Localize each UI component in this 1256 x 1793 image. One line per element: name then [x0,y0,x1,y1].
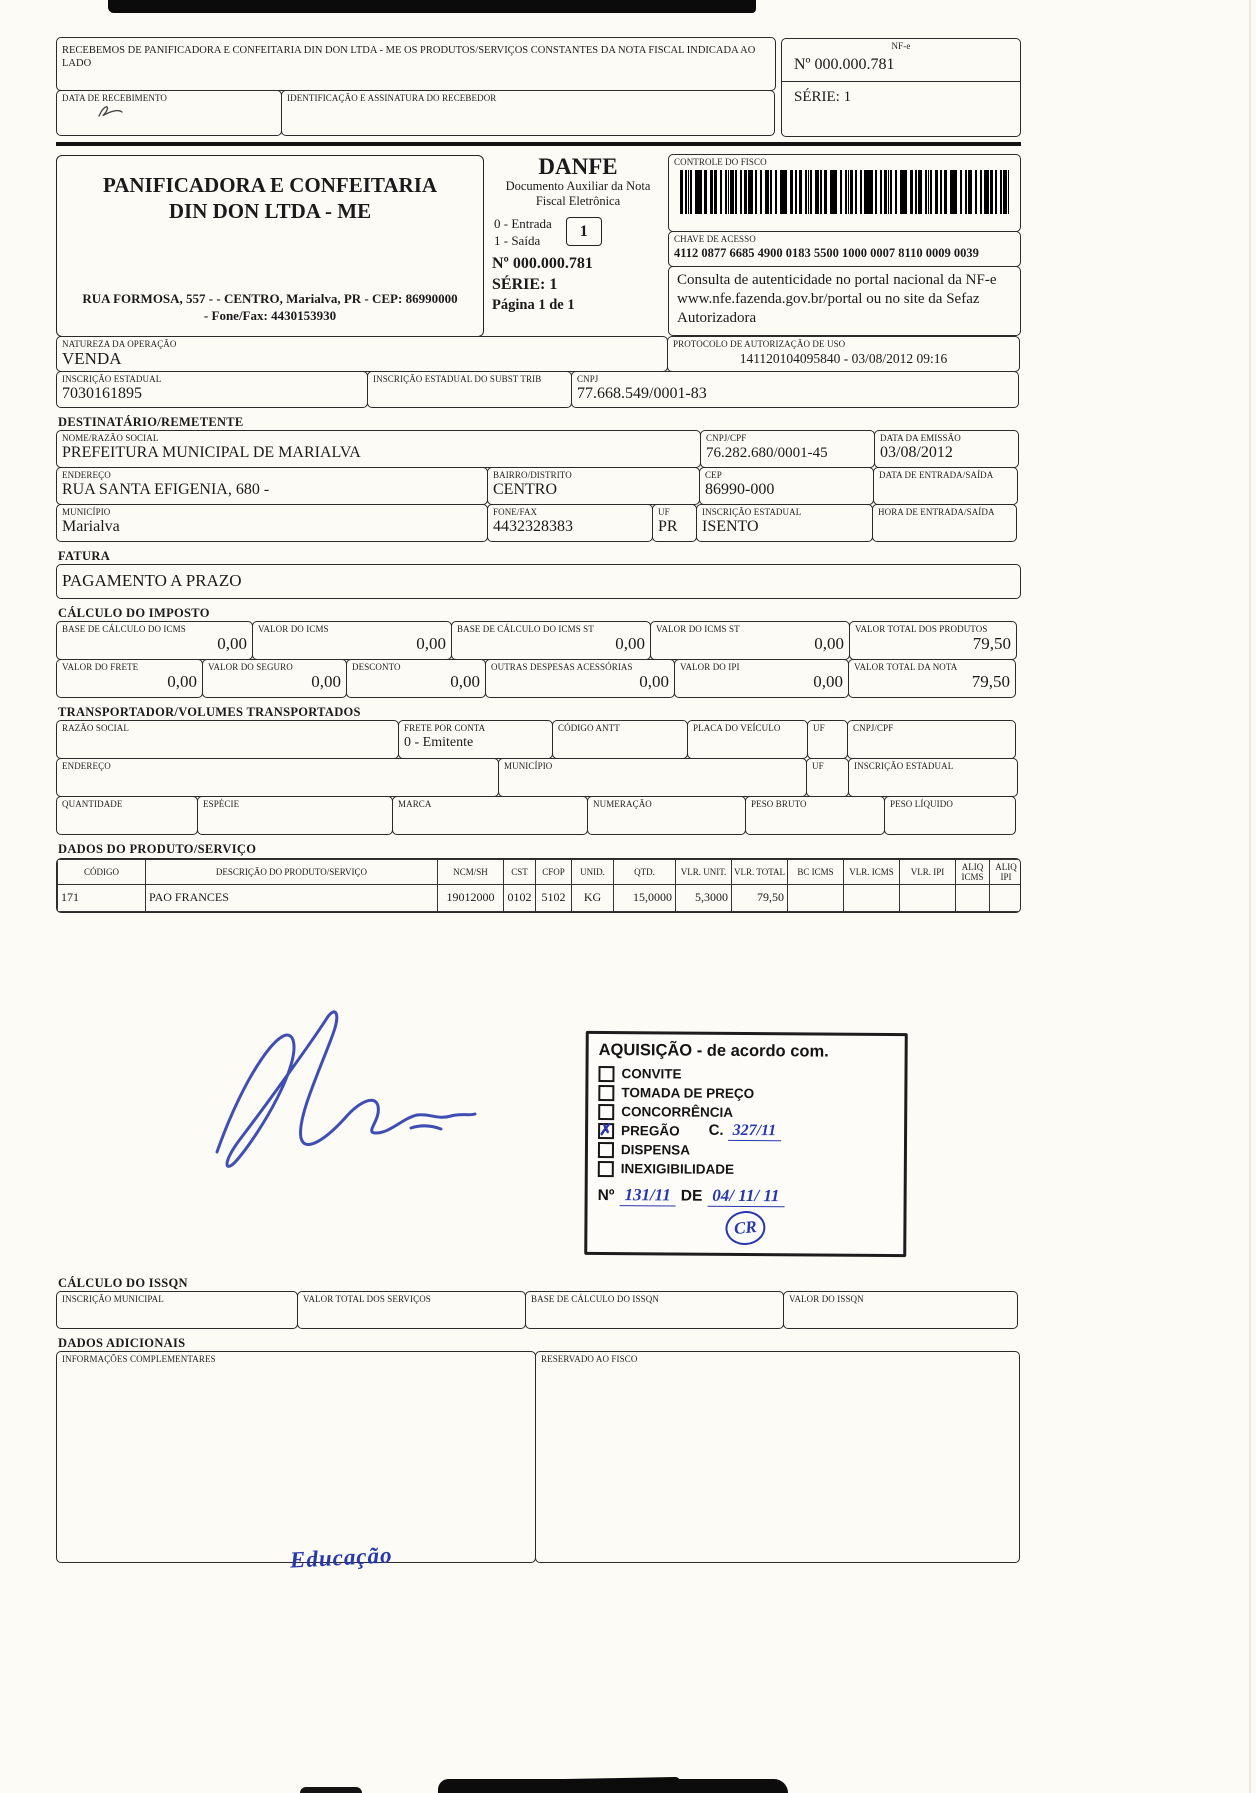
section-title-destinatario: DESTINATÁRIO/REMETENTE [58,414,244,429]
transportador-row2 [56,759,1021,797]
field-endereco [56,467,488,505]
field-inscricao-subst-trib [367,371,572,408]
field-label: INSCRIÇÃO ESTADUAL [854,760,954,771]
field-value: 03/08/2012 [880,443,953,461]
field-cnpj-cpf [700,430,875,468]
field-nome-razao-social [56,430,701,468]
contrato-annotation [709,1122,782,1142]
field-label: CONTROLE DO FISCO [674,156,767,167]
field-label: VALOR DO IPI [680,661,740,672]
field-label: INSCRIÇÃO ESTADUAL [62,373,162,384]
field-outras-despesas [485,659,675,698]
imposto-row2 [56,660,1021,698]
main-header [56,155,1021,337]
scan-edge-shadow [1249,0,1251,1793]
fisco-column [668,155,1021,337]
field-value: 0,00 [615,633,645,653]
col-header-qtd: QTD. [614,859,676,884]
col-header-aliq-icms: ALIQ ICMS [956,859,990,884]
field-value: VENDA [62,348,122,368]
field-valor-frete [56,659,203,698]
field-label: INSCRIÇÃO MUNICIPAL [62,1293,164,1304]
section-title-transportador: TRANSPORTADOR/VOLUMES TRANSPORTADOS [58,704,361,719]
field-label: QUANTIDADE [62,798,123,809]
stamp-option-convite [598,1064,894,1085]
initials-handwritten: CR [724,1209,767,1247]
entrada-label: 0 - Entrada [494,215,552,231]
field-value: 4432328383 [493,517,573,535]
entrada-saida-block [494,215,664,249]
contrato-label: C. [708,1121,724,1139]
controle-fisco-box [668,154,1021,232]
field-value: 0,00 [639,671,669,691]
field-value: 0,00 [167,671,197,691]
natureza-row [56,337,1021,372]
option-label: PREGÃO [621,1123,680,1139]
tomada-checkbox [598,1084,614,1100]
field-value: RUA SANTA EFIGENIA, 680 - [62,480,270,498]
field-valor-seguro [202,659,347,698]
cell-aliq-ipi [990,884,1022,911]
field-data-emissao [874,430,1019,468]
field-label: VALOR DO ISSQN [789,1293,864,1304]
recibo-left [56,38,776,137]
cell-unid: KG [572,884,614,911]
cell-vlr-unit: 5,3000 [676,884,732,911]
field-cnpj-emitente [571,371,1019,408]
section-title-imposto: CÁLCULO DO IMPOSTO [58,605,210,620]
field-label: PLACA DO VEÍCULO [693,722,781,733]
field-valor-icms [252,621,452,660]
field-informacoes-complementares [56,1351,536,1563]
field-value: 7030161895 [62,384,142,402]
product-header-row [58,859,1022,884]
field-label: MARCA [398,798,432,809]
cell-codigo: 171 [58,884,146,911]
emitente-address-line1: RUA FORMOSA, 557 - - CENTRO, Marialva, PR - CEP: 86990000 [82,290,458,306]
cell-qtd: 15,0000 [614,884,676,911]
field-label: CÓDIGO ANTT [558,722,620,733]
nfe-label: NF-e [891,41,911,51]
field-label: DATA DE RECEBIMENTO [62,93,168,103]
field-label: CNPJ [577,373,599,384]
option-label: DISPENSA [620,1142,691,1158]
field-label: OUTRAS DESPESAS ACESSÓRIAS [491,661,633,672]
chave-acesso-box [668,231,1021,267]
field-value: PR [658,517,678,535]
nfe-series: SÉRIE: 1 [782,81,1020,106]
field-value: ISENTO [702,517,759,535]
field-value: 76.282.680/0001-45 [706,444,828,461]
field-value: 0,00 [217,633,247,653]
product-table [56,858,1021,913]
transportador-row1 [56,721,1021,759]
field-label: DESCONTO [352,661,401,672]
stamp-option-concorrencia [598,1102,894,1123]
field-label: ESPÉCIE [203,798,240,809]
destinatario-row2 [56,468,1021,505]
field-peso-liquido [884,796,1016,835]
field-label: VALOR DO FRETE [62,661,139,672]
field-value: 0 - Emitente [404,734,474,750]
field-identificacao-recebedor [281,90,775,136]
col-header-vlr-total: VLR. TOTAL [732,859,788,884]
handwritten-signature [175,1000,485,1200]
field-natureza-operacao [56,336,668,372]
field-cnpj-cpf-transp [847,720,1016,759]
field-label: INSCRIÇÃO ESTADUAL DO SUBST TRIB [373,373,542,384]
stamp-option-pregao [598,1121,894,1142]
field-label: VALOR DO ICMS ST [656,623,740,634]
stamp-title: AQUISIÇÃO - de acordo com. [598,1040,829,1061]
field-placa-veiculo [687,720,808,759]
acquisition-stamp [584,1031,908,1257]
field-municipio-transp [498,758,807,797]
field-label: MUNICÍPIO [504,760,553,771]
handwritten-educacao-note: Educação [289,1542,394,1573]
field-value: 0,00 [814,633,844,653]
field-label: RESERVADO AO FISCO [541,1353,638,1364]
field-value: Marialva [62,517,120,535]
product-row [58,884,1022,911]
danfe-series: SÉRIE: 1 [492,275,558,293]
field-label: UF [658,506,670,517]
numero-label: Nº [597,1186,615,1205]
option-label: TOMADA DE PREÇO [621,1085,755,1102]
destinatario-row3 [56,505,1021,542]
field-ie-transp [848,758,1018,797]
imposto-row1 [56,622,1021,660]
dispensa-checkbox [598,1141,614,1157]
field-reservado-fisco [535,1351,1020,1563]
field-value: CENTRO [493,480,557,498]
field-frete-por-conta [398,720,553,759]
stamp-number-line [598,1185,894,1208]
field-value: 79,50 [971,671,1010,691]
option-label: INEXIGIBILIDADE [620,1161,735,1177]
field-label: INFORMAÇÕES COMPLEMENTARES [62,1353,216,1364]
de-label: DE [680,1187,703,1205]
field-protocolo-autorizacao [667,336,1020,372]
field-especie [197,796,393,835]
danfe-page: Página 1 de 1 [492,296,575,313]
danfe-column [484,155,668,337]
col-header-vlr-icms: VLR. ICMS [844,859,900,884]
field-label: BASE DE CÁLCULO DO ICMS [62,623,186,634]
barcode [680,170,1009,214]
cell-cfop: 5102 [536,884,572,911]
issqn-row [56,1292,1021,1329]
field-value: PAGAMENTO A PRAZO [62,570,242,590]
field-valor-ipi [674,659,849,698]
field-value: 0,00 [813,671,843,691]
field-valor-issqn [783,1291,1018,1329]
field-codigo-antt [552,720,688,759]
cut-line [56,142,1021,146]
field-label: VALOR TOTAL DA NOTA [854,661,958,672]
dados-adicionais-row [56,1352,1021,1563]
field-value: 141120104095840 - 03/08/2012 09:16 [739,350,948,366]
pregao-checkbox-checked [598,1122,614,1138]
convite-checkbox [598,1065,614,1081]
field-value: 0,00 [311,671,341,691]
danfe-number: Nº 000.000.781 [492,254,593,272]
field-uf-transp [807,720,848,759]
concorrencia-checkbox [598,1103,614,1119]
section-title-dados-adicionais: DADOS ADICIONAIS [58,1335,186,1350]
field-hora-entrada-saida [872,504,1017,542]
field-label: VALOR TOTAL DOS SERVIÇOS [303,1293,431,1304]
field-label: UF [813,722,825,733]
field-label: MUNICÍPIO [62,506,111,517]
field-cep [699,467,874,505]
field-valor-total-nota [848,659,1016,698]
nfe-number: Nº 000.000.781 [794,56,895,73]
field-valor-total-servicos [297,1291,526,1329]
field-label: PESO BRUTO [751,798,807,809]
cell-ncm: 19012000 [438,884,504,911]
field-label: CNPJ/CPF [853,722,894,733]
field-label: HORA DE ENTRADA/SAÍDA [878,506,995,517]
col-header-cfop: CFOP [536,859,572,884]
col-header-cst: CST [504,859,536,884]
cell-vlr-ipi [900,884,956,911]
scan-artifact-bottom-small [300,1787,362,1793]
field-value: PREFEITURA MUNICIPAL DE MARIALVA [62,443,361,461]
field-label: CNPJ/CPF [706,432,747,443]
cell-aliq-icms [956,884,990,911]
field-razao-social-transp [56,720,399,759]
field-value: 86990-000 [705,480,775,498]
field-label: VALOR DO SEGURO [208,661,293,672]
field-label: BAIRRO/DISTRITO [493,469,572,480]
danfe-title: DANFE [538,153,618,179]
field-label: NOME/RAZÃO SOCIAL [62,432,159,443]
stamp-option-inexigibilidade [598,1159,894,1180]
field-base-calculo-icms-st [451,621,651,660]
section-title-produtos: DADOS DO PRODUTO/SERVIÇO [58,841,257,856]
field-label: NATUREZA DA OPERAÇÃO [62,338,177,349]
pen-mark [96,103,124,119]
field-label: ENDEREÇO [62,469,111,480]
field-fone-fax [487,504,653,542]
field-numeracao [587,796,746,835]
field-uf2-transp [806,758,849,797]
field-label: FRETE POR CONTA [404,722,486,733]
saida-label: 1 - Saída [494,232,541,248]
field-label: BASE DE CÁLCULO DO ISSQN [531,1293,659,1304]
cell-cst: 0102 [504,884,536,911]
field-fatura [56,564,1021,599]
field-endereco-transp [56,758,499,797]
numero-handwritten: 131/11 [619,1185,675,1206]
recibo-nfe-box [781,38,1021,137]
stamp-option-tomada [598,1083,894,1104]
col-header-descricao: DESCRIÇÃO DO PRODUTO/SERVIÇO [146,859,438,884]
field-label: CEP [705,469,722,480]
field-data-recebimento [56,90,282,136]
col-header-ncm: NCM/SH [438,859,504,884]
col-header-vlr-ipi: VLR. IPI [900,859,956,884]
recibo-statement-text: RECEBEMOS DE PANIFICADORA E CONFEITARIA DIN DON LTDA - ME OS PRODUTOS/SERVIÇOS CONSTANTES DA NOTA FISCAL INDICADA AO LADO [62,45,756,69]
field-label: PESO LÍQUIDO [890,798,953,809]
col-header-bc-icms: BC ICMS [788,859,844,884]
danfe-subtitle: Documento Auxiliar da Nota Fiscal Eletrônica [505,178,651,208]
option-label: CONCORRÊNCIA [621,1104,734,1120]
emitente-name: PANIFICADORA E CONFEITARIA DIN DON LTDA - ME [102,172,438,223]
field-label: ENDEREÇO [62,760,111,771]
transportador-row3 [56,797,1021,835]
cell-descricao: PAO FRANCES [146,884,438,911]
contrato-handwritten: 327/11 [728,1122,782,1141]
field-label: NUMERAÇÃO [593,798,652,809]
cell-bc-icms [788,884,844,911]
field-data-entrada-saida [873,467,1018,505]
field-desconto [346,659,486,698]
option-label: CONVITE [621,1066,682,1082]
field-label: UF [812,760,824,771]
field-value: 0,00 [416,633,446,653]
field-bairro [487,467,700,505]
section-title-issqn: CÁLCULO DO ISSQN [58,1275,188,1290]
field-label: RAZÃO SOCIAL [62,722,129,733]
field-inscricao-estadual-dest [696,504,873,542]
field-base-calculo-issqn [525,1291,784,1329]
recibo-statement [56,37,776,91]
field-label: CHAVE DE ACESSO [674,233,756,244]
field-label: IDENTIFICAÇÃO E ASSINATURA DO RECEBEDOR [287,93,497,103]
fatura-row [56,565,1021,599]
field-label: BASE DE CÁLCULO DO ICMS ST [457,623,594,634]
field-valor-icms-st [650,621,850,660]
chave-acesso-value: 4112 0877 6685 4900 0183 5500 1000 0007 8110 0009 0039 [674,245,979,260]
section-title-fatura: FATURA [58,548,111,563]
field-label: FONE/FAX [493,506,538,517]
field-marca [392,796,588,835]
col-header-unid: UNID. [572,859,614,884]
consulta-autenticidade-box: Consulta de autenticidade no portal nacional da NF-e www.nfe.fazenda.gov.br/portal ou no site da Sefaz Autorizadora [668,266,1021,336]
field-label: VALOR TOTAL DOS PRODUTOS [855,623,988,634]
field-label: DATA DA EMISSÃO [880,432,961,443]
emitente-address [57,290,483,336]
field-inscricao-municipal [56,1291,298,1329]
field-peso-bruto [745,796,885,835]
field-value: 0,00 [450,671,480,691]
cell-vlr-icms [844,884,900,911]
field-label: INSCRIÇÃO ESTADUAL [702,506,802,517]
field-value: 77.668.549/0001-83 [577,384,707,402]
emitente-box [56,155,484,337]
data-handwritten: 04/ 11/ 11 [707,1186,784,1208]
stamp-option-dispensa [598,1140,894,1161]
col-header-codigo: CÓDIGO [58,859,146,884]
field-quantidade [56,796,198,835]
entrada-saida-labels [494,215,552,249]
field-uf [652,504,697,542]
field-label: DATA DE ENTRADA/SAÍDA [879,469,994,480]
destinatario-row1 [56,431,1021,468]
field-valor-total-produtos [849,621,1017,660]
field-municipio [56,504,488,542]
col-header-aliq-ipi: ALIQ IPI [990,859,1022,884]
stamp-initials [597,1210,893,1246]
field-base-calculo-icms [56,621,253,660]
inexigibilidade-checkbox [598,1160,614,1176]
inscricao-row [56,372,1021,408]
recibo-section [56,38,1021,137]
scan-artifact-top [108,0,756,13]
field-label: PROTOCOLO DE AUTORIZAÇÃO DE USO [673,338,846,349]
field-label: VALOR DO ICMS [258,623,329,634]
field-inscricao-estadual [56,371,368,408]
form-content [56,38,1021,1563]
recibo-row2 [56,91,776,136]
col-header-vlr-unit: VLR. UNIT. [676,859,732,884]
field-value: 79,50 [972,633,1011,653]
cell-vlr-total: 79,50 [732,884,788,911]
emitente-address-line2: - Fone/Fax: 4430153930 [203,307,337,323]
tipo-operacao-box: 1 [566,217,602,246]
